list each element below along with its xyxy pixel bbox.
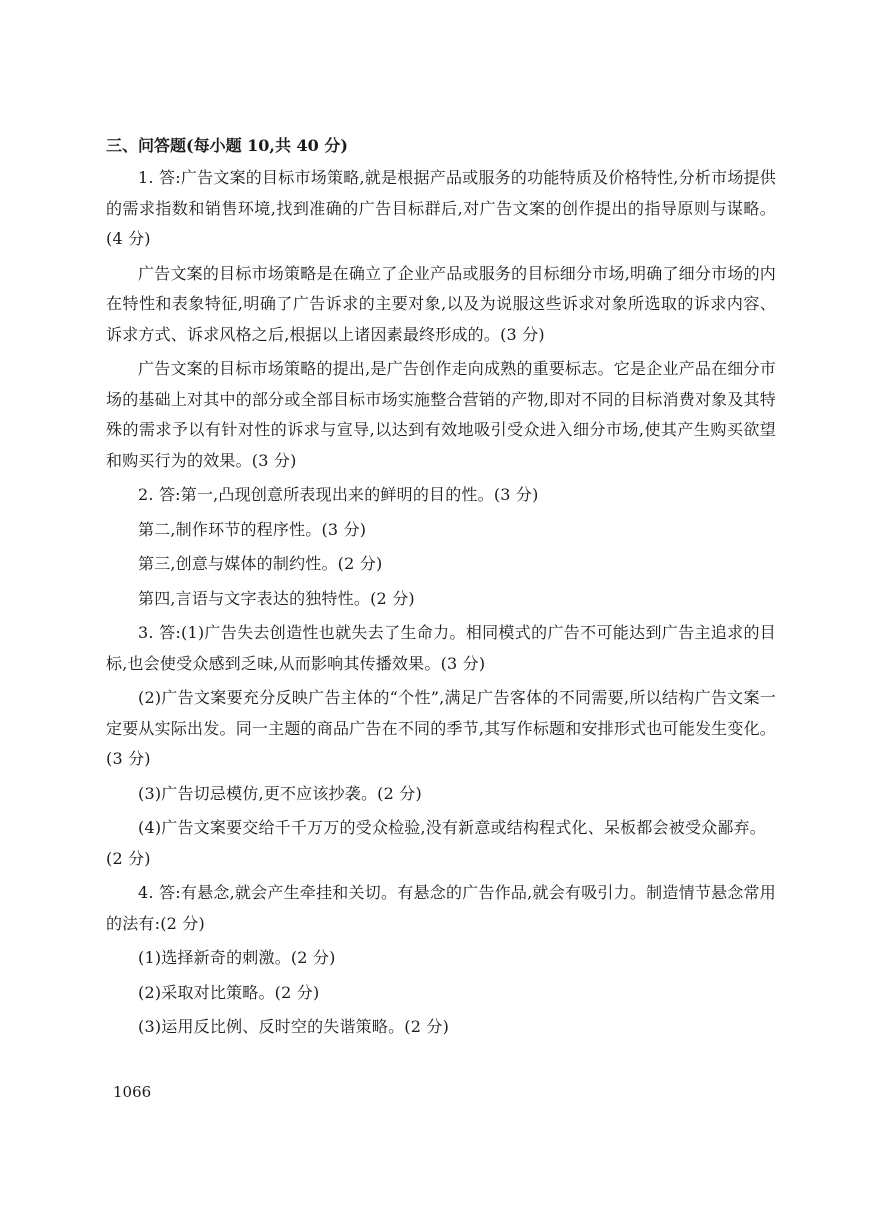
answer-2-point-3: 第三,创意与媒体的制约性。(2 分) <box>138 554 383 573</box>
answer-content <box>106 163 776 1047</box>
answer-3-point-2: (2)广告文案要充分反映广告主体的“个性”,满足广告客体的不同需要,所以结构广告文案一定要从实际出发。同一主题的商品广告在不同的季节,其写作标题和安排形式也可能发生变化。(3 分) <box>106 688 776 768</box>
answer-4-method-3: (3)运用反比例、反时空的失谐策略。(2 分) <box>138 1017 450 1036</box>
answer-3-point-3: (3)广告切忌模仿,更不应该抄袭。(2 分) <box>138 783 422 803</box>
page-number: 1066 <box>113 1083 152 1101</box>
answer-2-point-2: 第二,制作环节的程序性。(3 分) <box>138 519 367 539</box>
answer-2-point-1: 2. 答:第一,凸现创意所表现出来的鲜明的目的性。(3 分) <box>138 485 539 504</box>
section-title: 三、问答题(每小题 10,共 40 分) <box>106 136 348 155</box>
answer-3-point-4: (4)广告文案要交给千千万万的受众检验,没有新意或结构程式化、呆板都会被受众鄙弃。 <box>138 818 766 837</box>
answer-1-paragraph-3: 广告文案的目标市场策略的提出,是广告创作走向成熟的重要标志。它是企业产品在细分市场的基础上对其中的部分或全部目标市场实施整合营销的产物,即对不同的目标消费对象及其特殊的需求予以有针对性的诉求与宣导,以达到有效地吸引受众进入细分市场,使其产生购买欲望和购买行为的效果。(3 分) <box>106 359 776 470</box>
answer-1-paragraph-1: 1. 答:广告文案的目标市场策略,就是根据产品或服务的功能特质及价格特性,分析市场提供的需求指数和销售环境,找到准确的广告目标群后,对广告文案的创作提出的指导原则与谋略。(4 分) <box>106 168 776 248</box>
answer-3-point-4-score: (2 分) <box>106 848 151 868</box>
answer-1-paragraph-2: 广告文案的目标市场策略是在确立了企业产品或服务的目标细分市场,明确了细分市场的内在特性和表象特征,明确了广告诉求的主要对象,以及为说服这些诉求对象所选取的诉求内容、诉求方式、诉求风格之后,根据以上诸因素最终形成的。(3 分) <box>106 263 776 344</box>
answer-2-point-4: 第四,言语与文字表达的独特性。(2 分) <box>138 588 415 608</box>
answer-4-method-2: (2)采取对比策略。(2 分) <box>138 982 320 1002</box>
answer-4-method-1: (1)选择新奇的刺激。(2 分) <box>138 948 336 967</box>
answer-4-intro: 4. 答:有悬念,就会产生牵挂和关切。有悬念的广告作品,就会有吸引力。制造情节悬念常用的法有:(2 分) <box>106 883 776 933</box>
answer-3-point-1: 3. 答:(1)广告失去创造性也就失去了生命力。相同模式的广告不可能达到广告主追求的目标,也会使受众感到乏味,从而影响其传播效果。(3 分) <box>106 623 776 673</box>
